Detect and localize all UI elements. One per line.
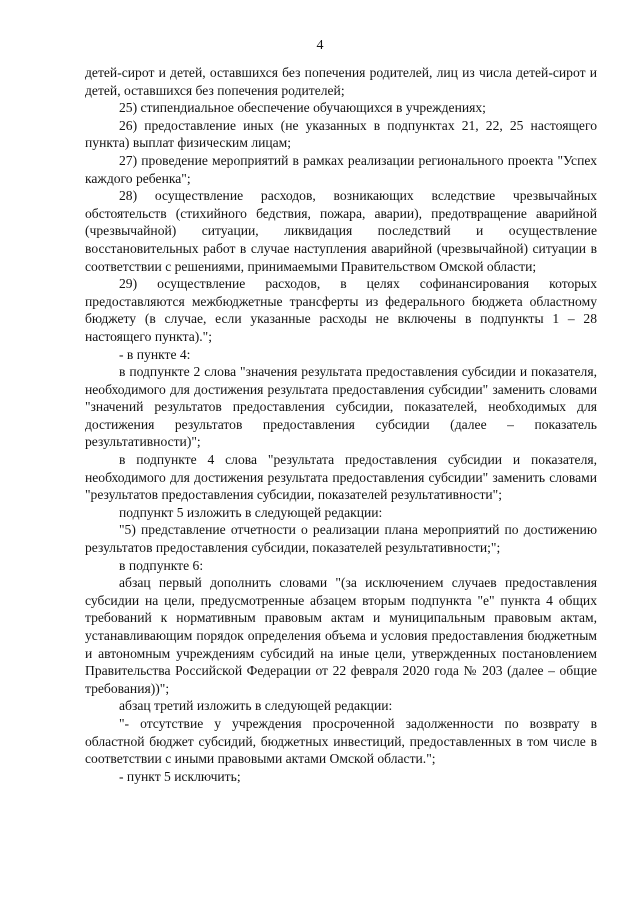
paragraph: в подпункте 4 слова "результата предоставления субсидии и показателя, необходимого для достижения результата предоставления субсидии" заменить словами "результатов предоставления субсидии, показателей результативности"; (85, 452, 597, 503)
paragraph: абзац первый дополнить словами "(за исключением случаев предоставления субсидии на цели, предусмотренные абзацем вторым подпункта "е" пункта 4 общих требований к нормативным правовым актам и муниципальным правовым актам, устанавливающим порядок определения объема и условия предоставления бюджетным и автономным учреждениям субсидий на иные цели, утвержденных постановлением Правительства Российской Федерации от 22 февраля 2020 года № 203 (далее – общие требования))"; (85, 575, 597, 696)
paragraph: 29) осуществление расходов, в целях софинансирования которых предоставляются межбюджетные трансферты из федерального бюджета областному бюджету (в случае, если указанные расходы не включены в подпункты 1 – 28 настоящего пункта)."; (85, 276, 597, 344)
paragraph: - пункт 5 исключить; (119, 768, 241, 784)
paragraph: 26) предоставление иных (не указанных в подпунктах 21, 22, 25 настоящего пункта) выплат физическим лицам; (85, 117, 597, 151)
paragraph: 27) проведение мероприятий в рамках реализации регионального проекта "Успех каждого ребенка"; (85, 152, 597, 186)
paragraph: в подпункте 6: (119, 557, 204, 573)
page-number: 4 (316, 38, 324, 53)
paragraph: подпункт 5 изложить в следующей редакции: (119, 504, 383, 520)
paragraph: 25) стипендиальное обеспечение обучающихся в учреждениях; (119, 100, 486, 116)
document-body (85, 64, 597, 785)
paragraph: детей-сирот и детей, оставшихся без попечения родителей, лиц из числа детей-сирот и детей, оставшихся без попечения родителей; (85, 65, 597, 98)
paragraph: - в пункте 4: (119, 346, 191, 362)
paragraph: в подпункте 2 слова "значения результата предоставления субсидии и показателя, необходимого для достижения результата предоставления субсидии" заменить словами "значений результатов предоставления субсидии, показателей, необходимых для достижения результатов предоставления субсидии (далее – показатель результативности)"; (85, 364, 597, 450)
paragraph: "5) представление отчетности о реализации плана мероприятий по достижению результатов предоставления субсидии, показателей результативности;"; (85, 522, 597, 556)
paragraph: абзац третий изложить в следующей редакции: (119, 698, 393, 714)
paragraph: 28) осуществление расходов, возникающих вследствие чрезвычайных обстоятельств (стихийного бедствия, пожара, аварии), предотвращение аварийной (чрезвычайной) ситуации, ликвидация последствий и осуществление восстановительных работ в случае наступления аварийной (чрезвычайной) ситуации в соответствии с решениями, принимаемыми Правительством Омской области; (85, 188, 597, 274)
paragraph: "- отсутствие у учреждения просроченной задолженности по возврату в областной бюджет субсидий, бюджетных инвестиций, предоставленных в том числе в соответствии с иными правовыми актами Омской области."; (85, 715, 597, 767)
